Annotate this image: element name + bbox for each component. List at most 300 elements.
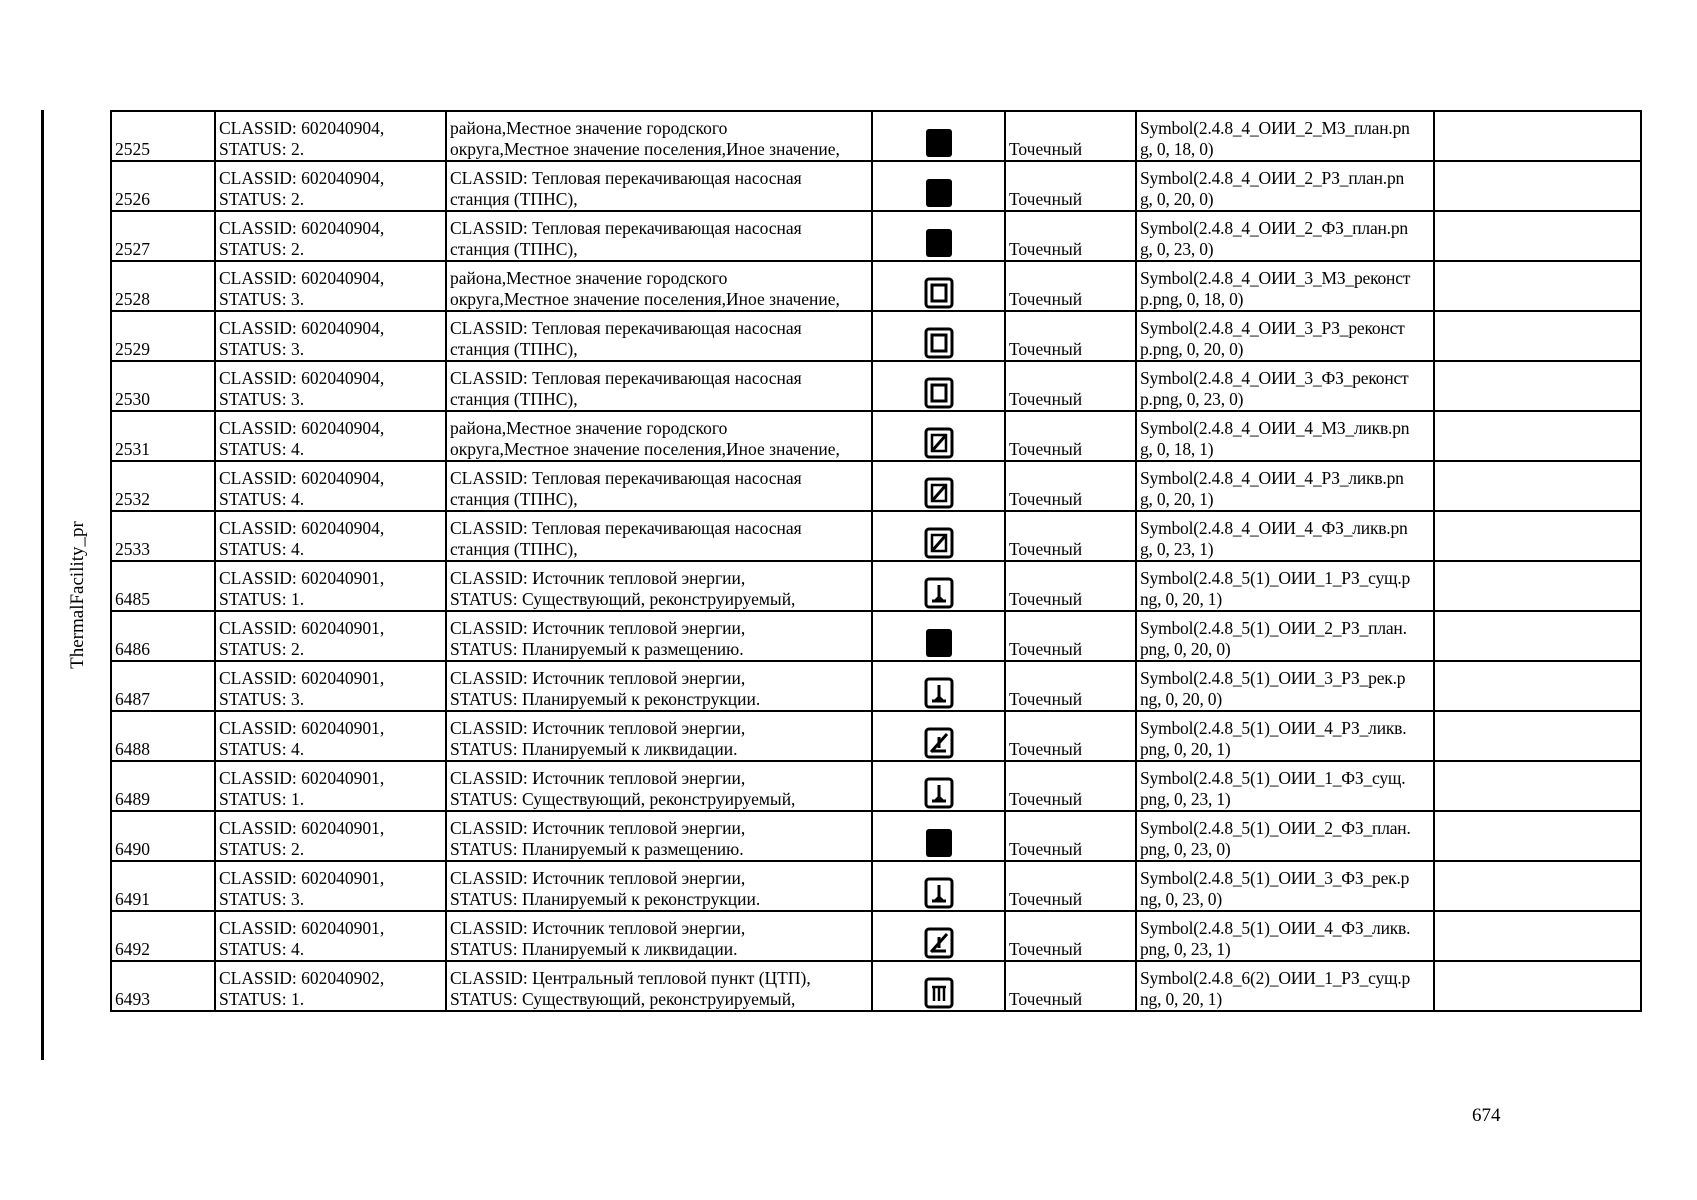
style-line-2: png, 0, 20, 0) [1140, 639, 1231, 659]
status-condition: STATUS: 3. [219, 689, 305, 709]
style-cell [1136, 861, 1434, 911]
geometry-type: Точечный [1009, 639, 1083, 659]
description-line-2: STATUS: Существующий, реконструируемый, [450, 589, 796, 609]
description-cell [446, 761, 872, 811]
object-id: 2529 [115, 339, 150, 359]
description-line-1: CLASSID: Источник тепловой энергии, [450, 918, 746, 938]
style-line-1: Symbol(2.4.8_6(2)_ОИИ_1_РЗ_сущ.р [1140, 968, 1411, 988]
table-row [111, 911, 1641, 961]
description-cell [446, 161, 872, 211]
classid-condition: CLASSID: 602040901, [219, 818, 385, 838]
status-condition: STATUS: 3. [219, 339, 305, 359]
style-line-2: g, 0, 23, 0) [1140, 239, 1214, 259]
description-cell [446, 561, 872, 611]
condition-cell [215, 461, 446, 511]
symbol-cell [872, 111, 1005, 161]
object-id: 2532 [115, 489, 150, 509]
description-line-1: CLASSID: Тепловая перекачивающая насосная [450, 218, 802, 238]
style-line-2: р.png, 0, 18, 0) [1140, 289, 1244, 309]
id-cell [111, 361, 215, 411]
style-cell [1136, 261, 1434, 311]
geometry-type-cell [1005, 761, 1136, 811]
status-condition: STATUS: 2. [219, 639, 305, 659]
filled-square-icon [923, 826, 955, 860]
symbol-cell [872, 561, 1005, 611]
symbol-cell [872, 861, 1005, 911]
description-line-1: CLASSID: Источник тепловой энергии, [450, 568, 746, 588]
symbol-cell [872, 161, 1005, 211]
id-cell [111, 161, 215, 211]
description-line-2: STATUS: Планируемый к реконструкции. [450, 889, 761, 909]
page-number: 674 [1472, 1105, 1501, 1126]
symbol-cell [872, 911, 1005, 961]
style-line-1: Symbol(2.4.8_4_ОИИ_3_ФЗ_реконст [1140, 368, 1409, 388]
style-line-1: Symbol(2.4.8_4_ОИИ_4_ФЗ_ликв.pn [1140, 518, 1408, 538]
description-line-1: CLASSID: Тепловая перекачивающая насосная [450, 518, 802, 538]
ctp-icon [923, 976, 955, 1010]
status-condition: STATUS: 3. [219, 389, 305, 409]
filled-square-icon [923, 126, 955, 160]
symbol-cell [872, 411, 1005, 461]
description-line-2: станция (ТПНС), [450, 189, 578, 209]
status-condition: STATUS: 3. [219, 889, 305, 909]
description-cell [446, 361, 872, 411]
double-square-icon [923, 376, 955, 410]
table-row [111, 511, 1641, 561]
symbol-cell [872, 711, 1005, 761]
classid-condition: CLASSID: 602040904, [219, 368, 385, 388]
description-cell [446, 111, 872, 161]
style-line-2: ng, 0, 20, 1) [1140, 589, 1222, 609]
empty-cell [1434, 561, 1641, 611]
empty-cell [1434, 661, 1641, 711]
style-line-1: Symbol(2.4.8_4_ОИИ_4_МЗ_ликв.pn [1140, 418, 1410, 438]
description-line-1: CLASSID: Источник тепловой энергии, [450, 818, 746, 838]
object-id: 6487 [115, 689, 150, 709]
style-line-2: ng, 0, 20, 0) [1140, 689, 1222, 709]
style-line-1: Symbol(2.4.8_4_ОИИ_2_ФЗ_план.pn [1140, 218, 1408, 238]
geometry-type-cell [1005, 561, 1136, 611]
classid-condition: CLASSID: 602040901, [219, 568, 385, 588]
style-line-1: Symbol(2.4.8_4_ОИИ_2_РЗ_план.pn [1140, 168, 1405, 188]
id-cell [111, 311, 215, 361]
condition-cell [215, 161, 446, 211]
geometry-type-cell [1005, 411, 1136, 461]
description-line-1: CLASSID: Тепловая перекачивающая насосная [450, 368, 802, 388]
double-square-icon [923, 326, 955, 360]
description-cell [446, 661, 872, 711]
status-condition: STATUS: 4. [219, 939, 305, 959]
table-row [111, 411, 1641, 461]
empty-cell [1434, 511, 1641, 561]
empty-cell [1434, 611, 1641, 661]
symbol-cell [872, 461, 1005, 511]
description-line-1: CLASSID: Тепловая перекачивающая насосная [450, 168, 802, 188]
table-row [111, 211, 1641, 261]
status-condition: STATUS: 2. [219, 139, 305, 159]
symbol-cell [872, 811, 1005, 861]
style-line-1: Symbol(2.4.8_5(1)_ОИИ_1_РЗ_сущ.р [1140, 568, 1411, 588]
style-line-1: Symbol(2.4.8_5(1)_ОИИ_3_ФЗ_рек.р [1140, 868, 1410, 888]
geometry-type-cell [1005, 611, 1136, 661]
geometry-type-cell [1005, 911, 1136, 961]
condition-cell [215, 911, 446, 961]
classid-condition: CLASSID: 602040901, [219, 768, 385, 788]
description-line-2: STATUS: Планируемый к ликвидации. [450, 939, 738, 959]
object-id: 2526 [115, 189, 150, 209]
geometry-type: Точечный [1009, 739, 1083, 759]
geometry-type: Точечный [1009, 389, 1083, 409]
crossed-square-icon [923, 526, 955, 560]
style-cell [1136, 111, 1434, 161]
empty-cell [1434, 261, 1641, 311]
classid-condition: CLASSID: 602040904, [219, 268, 385, 288]
id-cell [111, 761, 215, 811]
id-cell [111, 961, 215, 1011]
heat-source-icon [923, 776, 955, 810]
description-cell [446, 911, 872, 961]
heat-source-crossed-icon [923, 726, 955, 760]
heat-source-icon [923, 876, 955, 910]
style-line-1: Symbol(2.4.8_5(1)_ОИИ_2_ФЗ_план. [1140, 818, 1411, 838]
id-cell [111, 861, 215, 911]
status-condition: STATUS: 4. [219, 439, 305, 459]
id-cell [111, 211, 215, 261]
style-line-1: Symbol(2.4.8_5(1)_ОИИ_4_РЗ_ликв. [1140, 718, 1407, 738]
symbol-cell [872, 311, 1005, 361]
geometry-type: Точечный [1009, 289, 1083, 309]
style-line-2: р.png, 0, 20, 0) [1140, 339, 1244, 359]
object-id: 2527 [115, 239, 150, 259]
filled-square-icon [923, 176, 955, 210]
id-cell [111, 111, 215, 161]
object-id: 2531 [115, 439, 150, 459]
style-cell [1136, 711, 1434, 761]
style-line-2: ng, 0, 23, 0) [1140, 889, 1222, 909]
id-cell [111, 911, 215, 961]
description-line-2: STATUS: Планируемый к размещению. [450, 639, 744, 659]
description-line-2: STATUS: Планируемый к ликвидации. [450, 739, 738, 759]
empty-cell [1434, 761, 1641, 811]
condition-cell [215, 261, 446, 311]
table-row [111, 611, 1641, 661]
empty-cell [1434, 811, 1641, 861]
classid-condition: CLASSID: 602040904, [219, 218, 385, 238]
style-cell [1136, 811, 1434, 861]
style-cell [1136, 961, 1434, 1011]
description-cell [446, 511, 872, 561]
geometry-type: Точечный [1009, 989, 1083, 1009]
object-id: 6490 [115, 839, 150, 859]
description-cell [446, 961, 872, 1011]
condition-cell [215, 711, 446, 761]
geometry-type: Точечный [1009, 589, 1083, 609]
description-line-2: STATUS: Существующий, реконструируемый, [450, 789, 796, 809]
table-row [111, 111, 1641, 161]
id-cell [111, 411, 215, 461]
condition-cell [215, 361, 446, 411]
table-row [111, 711, 1641, 761]
description-line-1: CLASSID: Тепловая перекачивающая насосная [450, 468, 802, 488]
geometry-type: Точечный [1009, 839, 1083, 859]
table-row [111, 161, 1641, 211]
geometry-type: Точечный [1009, 189, 1083, 209]
description-line-2: STATUS: Планируемый к размещению. [450, 839, 744, 859]
empty-cell [1434, 311, 1641, 361]
table-row [111, 861, 1641, 911]
status-condition: STATUS: 4. [219, 539, 305, 559]
condition-cell [215, 661, 446, 711]
geometry-type: Точечный [1009, 239, 1083, 259]
condition-cell [215, 611, 446, 661]
condition-cell [215, 311, 446, 361]
geometry-type-cell [1005, 111, 1136, 161]
crossed-square-icon [923, 476, 955, 510]
object-id: 6491 [115, 889, 150, 909]
geometry-type-cell [1005, 511, 1136, 561]
style-line-2: g, 0, 20, 0) [1140, 189, 1214, 209]
geometry-type-cell [1005, 361, 1136, 411]
style-line-2: g, 0, 20, 1) [1140, 489, 1214, 509]
description-line-2: округа,Местное значение поселения,Иное значение, [450, 289, 840, 309]
condition-cell [215, 411, 446, 461]
table-row [111, 561, 1641, 611]
geometry-type-cell [1005, 161, 1136, 211]
condition-cell [215, 211, 446, 261]
id-cell [111, 561, 215, 611]
id-cell [111, 661, 215, 711]
description-line-2: станция (ТПНС), [450, 339, 578, 359]
description-line-1: CLASSID: Источник тепловой энергии, [450, 868, 746, 888]
symbol-cell [872, 611, 1005, 661]
status-condition: STATUS: 2. [219, 239, 305, 259]
filled-square-icon [923, 226, 955, 260]
style-line-1: Symbol(2.4.8_5(1)_ОИИ_4_ФЗ_ликв. [1140, 918, 1411, 938]
table-row [111, 961, 1641, 1011]
symbol-cell [872, 261, 1005, 311]
geometry-type-cell [1005, 811, 1136, 861]
geometry-type-cell [1005, 461, 1136, 511]
status-condition: STATUS: 4. [219, 739, 305, 759]
description-line-1: CLASSID: Источник тепловой энергии, [450, 668, 746, 688]
style-cell [1136, 511, 1434, 561]
status-condition: STATUS: 2. [219, 839, 305, 859]
description-line-2: станция (ТПНС), [450, 389, 578, 409]
description-cell [446, 261, 872, 311]
empty-cell [1434, 411, 1641, 461]
style-line-2: png, 0, 20, 1) [1140, 739, 1231, 759]
object-id: 6492 [115, 939, 150, 959]
id-cell [111, 461, 215, 511]
heat-source-icon [923, 676, 955, 710]
classid-condition: CLASSID: 602040901, [219, 618, 385, 638]
style-line-1: Symbol(2.4.8_5(1)_ОИИ_2_РЗ_план. [1140, 618, 1407, 638]
geometry-type: Точечный [1009, 489, 1083, 509]
condition-cell [215, 961, 446, 1011]
table-row [111, 311, 1641, 361]
status-condition: STATUS: 2. [219, 189, 305, 209]
description-line-2: станция (ТПНС), [450, 239, 578, 259]
symbol-cell [872, 511, 1005, 561]
table-row [111, 261, 1641, 311]
object-id: 2525 [115, 139, 150, 159]
geometry-type: Точечный [1009, 439, 1083, 459]
style-line-2: png, 0, 23, 1) [1140, 789, 1231, 809]
symbol-cell [872, 211, 1005, 261]
crossed-square-icon [923, 426, 955, 460]
style-line-2: ng, 0, 20, 1) [1140, 989, 1222, 1009]
empty-cell [1434, 461, 1641, 511]
style-cell [1136, 911, 1434, 961]
description-line-1: CLASSID: Центральный тепловой пункт (ЦТП), [450, 968, 811, 988]
description-line-1: района,Местное значение городского [450, 418, 728, 438]
empty-cell [1434, 961, 1641, 1011]
empty-cell [1434, 361, 1641, 411]
description-cell [446, 711, 872, 761]
classid-condition: CLASSID: 602040901, [219, 918, 385, 938]
style-line-1: Symbol(2.4.8_4_ОИИ_4_РЗ_ликв.pn [1140, 468, 1404, 488]
left-margin-rule [41, 110, 44, 1060]
status-condition: STATUS: 1. [219, 789, 305, 809]
geometry-type: Точечный [1009, 339, 1083, 359]
style-line-1: Symbol(2.4.8_4_ОИИ_3_МЗ_реконст [1140, 268, 1411, 288]
object-id: 2530 [115, 389, 150, 409]
symbol-cell [872, 661, 1005, 711]
id-cell [111, 261, 215, 311]
double-square-icon [923, 276, 955, 310]
condition-cell [215, 811, 446, 861]
style-line-2: g, 0, 18, 1) [1140, 439, 1214, 459]
geometry-type-cell [1005, 211, 1136, 261]
id-cell [111, 611, 215, 661]
geometry-type-cell [1005, 961, 1136, 1011]
status-condition: STATUS: 4. [219, 489, 305, 509]
style-cell [1136, 661, 1434, 711]
layer-name-label: ThermalFacility_pr [67, 521, 88, 669]
description-cell [446, 611, 872, 661]
empty-cell [1434, 161, 1641, 211]
id-cell [111, 511, 215, 561]
object-id: 6489 [115, 789, 150, 809]
filled-square-icon [923, 626, 955, 660]
description-cell [446, 461, 872, 511]
table-row [111, 361, 1641, 411]
empty-cell [1434, 211, 1641, 261]
classid-condition: CLASSID: 602040904, [219, 518, 385, 538]
style-cell [1136, 561, 1434, 611]
geometry-type: Точечный [1009, 539, 1083, 559]
style-line-2: png, 0, 23, 0) [1140, 839, 1231, 859]
condition-cell [215, 761, 446, 811]
style-line-2: g, 0, 18, 0) [1140, 139, 1214, 159]
classid-condition: CLASSID: 602040902, [219, 968, 385, 988]
condition-cell [215, 511, 446, 561]
classid-condition: CLASSID: 602040904, [219, 468, 385, 488]
empty-cell [1434, 861, 1641, 911]
condition-cell [215, 861, 446, 911]
style-cell [1136, 161, 1434, 211]
status-condition: STATUS: 1. [219, 589, 305, 609]
description-line-1: CLASSID: Тепловая перекачивающая насосная [450, 318, 802, 338]
geometry-type-cell [1005, 311, 1136, 361]
style-line-1: Symbol(2.4.8_4_ОИИ_2_МЗ_план.pn [1140, 118, 1410, 138]
style-cell [1136, 211, 1434, 261]
description-line-1: CLASSID: Источник тепловой энергии, [450, 768, 746, 788]
table-row [111, 461, 1641, 511]
symbol-table [110, 110, 1642, 1012]
description-cell [446, 861, 872, 911]
description-line-1: CLASSID: Источник тепловой энергии, [450, 618, 746, 638]
description-line-2: станция (ТПНС), [450, 489, 578, 509]
description-line-2: округа,Местное значение поселения,Иное значение, [450, 439, 840, 459]
geometry-type-cell [1005, 711, 1136, 761]
heat-source-crossed-icon [923, 926, 955, 960]
style-line-2: png, 0, 23, 1) [1140, 939, 1231, 959]
style-line-2: g, 0, 23, 1) [1140, 539, 1214, 559]
table-row [111, 661, 1641, 711]
table-row [111, 811, 1641, 861]
symbol-cell [872, 961, 1005, 1011]
condition-cell [215, 561, 446, 611]
heat-source-icon [923, 576, 955, 610]
id-cell [111, 811, 215, 861]
description-line-2: округа,Местное значение поселения,Иное значение, [450, 139, 840, 159]
style-line-2: р.png, 0, 23, 0) [1140, 389, 1244, 409]
classid-condition: CLASSID: 602040904, [219, 118, 385, 138]
description-cell [446, 811, 872, 861]
status-condition: STATUS: 1. [219, 989, 305, 1009]
geometry-type: Точечный [1009, 789, 1083, 809]
empty-cell [1434, 711, 1641, 761]
object-id: 2533 [115, 539, 150, 559]
description-cell [446, 311, 872, 361]
style-line-1: Symbol(2.4.8_5(1)_ОИИ_3_РЗ_рек.р [1140, 668, 1406, 688]
geometry-type-cell [1005, 661, 1136, 711]
table-row [111, 761, 1641, 811]
description-cell [446, 411, 872, 461]
description-line-2: STATUS: Планируемый к реконструкции. [450, 689, 761, 709]
geometry-type-cell [1005, 261, 1136, 311]
empty-cell [1434, 111, 1641, 161]
classid-condition: CLASSID: 602040901, [219, 668, 385, 688]
description-line-1: района,Местное значение городского [450, 118, 728, 138]
object-id: 6493 [115, 989, 150, 1009]
object-id: 6485 [115, 589, 150, 609]
geometry-type: Точечный [1009, 689, 1083, 709]
style-cell [1136, 611, 1434, 661]
description-line-2: станция (ТПНС), [450, 539, 578, 559]
condition-cell [215, 111, 446, 161]
classid-condition: CLASSID: 602040901, [219, 718, 385, 738]
classid-condition: CLASSID: 602040904, [219, 418, 385, 438]
description-line-1: CLASSID: Источник тепловой энергии, [450, 718, 746, 738]
classid-condition: CLASSID: 602040901, [219, 868, 385, 888]
geometry-type-cell [1005, 861, 1136, 911]
classid-condition: CLASSID: 602040904, [219, 168, 385, 188]
geometry-type: Точечный [1009, 139, 1083, 159]
style-cell [1136, 761, 1434, 811]
object-id: 6488 [115, 739, 150, 759]
style-cell [1136, 461, 1434, 511]
description-line-2: STATUS: Существующий, реконструируемый, [450, 989, 796, 1009]
style-cell [1136, 411, 1434, 461]
description-cell [446, 211, 872, 261]
id-cell [111, 711, 215, 761]
symbol-cell [872, 761, 1005, 811]
classid-condition: CLASSID: 602040904, [219, 318, 385, 338]
status-condition: STATUS: 3. [219, 289, 305, 309]
style-line-1: Symbol(2.4.8_4_ОИИ_3_РЗ_реконст [1140, 318, 1405, 338]
